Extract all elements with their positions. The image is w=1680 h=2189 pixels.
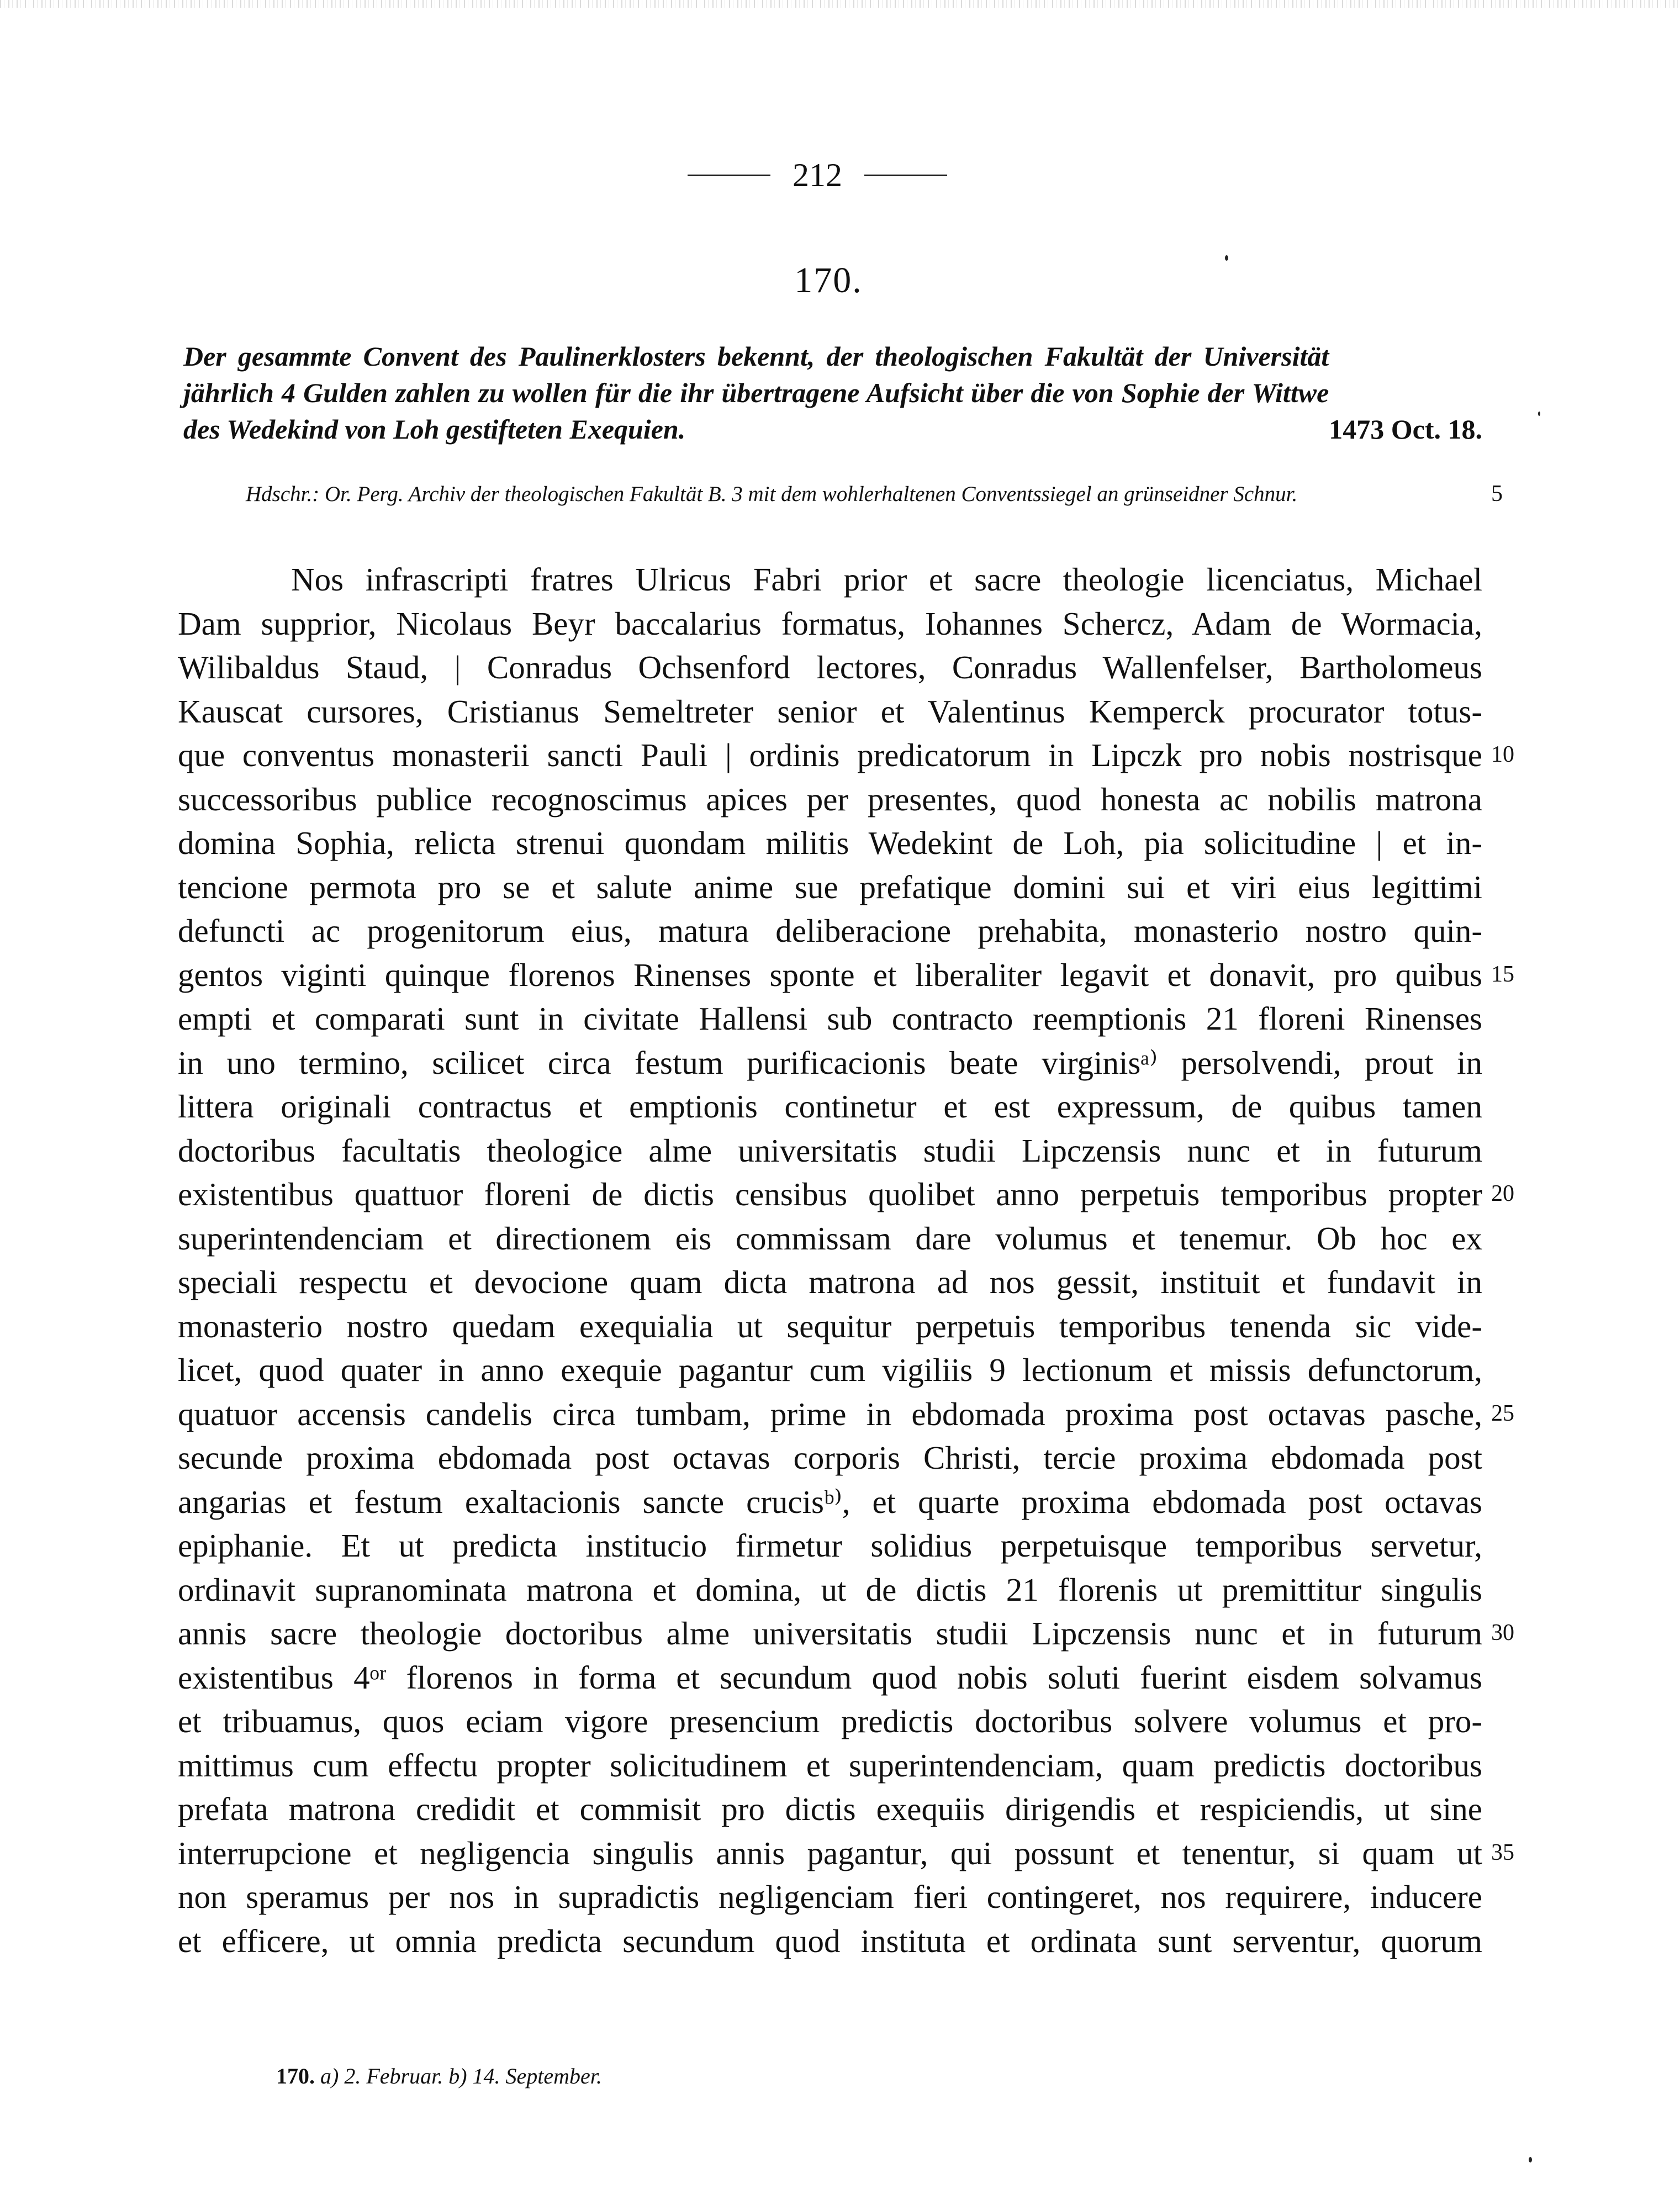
body-line: quatuor accensis candelis circa tumbam, prime in ebdomada proxima post octavas pasche, xyxy=(178,1395,1482,1432)
summary-text: Der gesammte Convent des Paulinerklosters bekennt, der theologischen Fakultät der Universität jährlich 4 Gulden zahlen zu wollen für die ihr übertragene Aufsicht über die von Sophie der Wittwe des Wedekind von Loh gestifteten Exequien. xyxy=(183,341,1329,445)
body-line: licet, quod quater in anno exequie pagantur cum vigiliis 9 lectionum et missis defunctorum, xyxy=(178,1352,1482,1388)
body-line: non speramus per nos in supradictis negligenciam fieri contingeret, nos requirere, inducere xyxy=(178,1879,1482,1915)
body-line: tencione permota pro se et salute anime sue prefatique domini sui et viri eius legittimi xyxy=(178,868,1482,905)
line-number: 15 xyxy=(1491,961,1514,987)
document-date: 1473 Oct. 18. xyxy=(1329,414,1482,445)
body-line: Dam supprior, Nicolaus Beyr baccalarius formatus, Iohannes Schercz, Adam de Wormacia, xyxy=(178,605,1482,642)
line-number: 20 xyxy=(1491,1181,1514,1206)
body-line: domina Sophia, relicta strenui quondam militis Wedekint de Loh, pia solicitudine | et in- xyxy=(178,825,1482,861)
body-text xyxy=(178,558,1482,1963)
body-line: interrupcione et negligencia singulis annis pagantur, qui possunt et tenentur, si quam ut xyxy=(178,1834,1482,1871)
running-head-dash-left xyxy=(688,175,770,176)
line-number: 25 xyxy=(1491,1400,1514,1426)
body-line: littera originali contractus et emptionis continetur et est expressum, de quibus tamen xyxy=(178,1088,1482,1125)
body-line: existentibus 4ᵒʳ florenos in forma et secundum quod nobis soluti fuerint eisdem solvamus xyxy=(178,1659,1482,1696)
body-line: successoribus publice recognoscimus apices per presentes, quod honesta ac nobilis matrona xyxy=(178,780,1482,817)
body-line: defuncti ac progenitorum eius, matura deliberacione prehabita, monasterio nostro quin- xyxy=(178,912,1482,949)
body-line: mittimus cum effectu propter solicitudinem et superintendenciam, quam predictis doctoribus xyxy=(178,1747,1482,1784)
source-line-number: 5 xyxy=(1491,481,1503,507)
body-line: doctoribus facultatis theologice alme universitatis studii Lipczensis nunc et in futurum xyxy=(178,1132,1482,1169)
body-line: gentos viginti quinque florenos Rinenses sponte et liberaliter legavit et donavit, pro quibus xyxy=(178,956,1482,993)
scan-edge-noise xyxy=(0,0,1680,8)
line-number: 10 xyxy=(1491,742,1514,767)
source-note: Hdschr.: Or. Perg. Archiv der theologischen Fakultät B. 3 mit dem wohlerhaltenen Conventssiegel an grünseidner Schnur. xyxy=(246,482,1298,506)
body-line: que conventus monasterii sancti Pauli | ordinis predicatorum in Lipczk pro nobis nostrisque xyxy=(178,737,1482,773)
body-line: Kauscat cursores, Cristianus Semeltreter senior et Valentinus Kemperck procurator totus- xyxy=(178,693,1482,730)
footnote-text: a) 2. Februar. b) 14. September. xyxy=(320,2064,602,2088)
scan-speck xyxy=(1225,255,1228,261)
scan-speck xyxy=(1538,412,1540,416)
line-number: 35 xyxy=(1491,1839,1514,1865)
body-line: in uno termino, scilicet circa festum purificacionis beate virginisᵃ⁾ persolvendi, prout in xyxy=(178,1044,1482,1081)
running-head-dash-right xyxy=(864,175,947,176)
body-line: et efficere, ut omnia predicta secundum quod instituta et ordinata sunt serventur, quorum xyxy=(178,1922,1482,1959)
body-line: angarias et festum exaltacionis sancte crucisᵇ⁾, et quarte proxima ebdomada post octavas xyxy=(178,1483,1482,1520)
body-line: et tribuamus, quos eciam vigore presencium predictis doctoribus solvere volumus et pro- xyxy=(178,1703,1482,1739)
scan-speck xyxy=(1529,2157,1532,2162)
body-line: epiphanie. Et ut predicta institucio firmetur solidius perpetuisque temporibus servetur, xyxy=(178,1527,1482,1564)
body-line: Nos infrascripti fratres Ulricus Fabri prior et sacre theologie licenciatus, Michael xyxy=(291,561,1482,598)
body-line: superintendenciam et directionem eis commissam dare volumus et tenemur. Ob hoc ex xyxy=(178,1220,1482,1257)
body-line: existentibus quattuor floreni de dictis censibus quolibet anno perpetuis temporibus propter xyxy=(178,1176,1482,1212)
body-line: secunde proxima ebdomada post octavas corporis Christi, tercie proxima ebdomada post xyxy=(178,1439,1482,1476)
document-number: 170. xyxy=(794,260,863,300)
line-number: 30 xyxy=(1491,1620,1514,1645)
footnote-number: 170. xyxy=(276,2064,315,2088)
footnote xyxy=(276,2063,602,2089)
body-line: ordinavit supranominata matrona et domina, ut de dictis 21 florenis ut premittitur singulis xyxy=(178,1571,1482,1608)
body-line: empti et comparati sunt in civitate Hallensi sub contracto reemptionis 21 floreni Rinenses xyxy=(178,1000,1482,1037)
body-line: monasterio nostro quedam exequialia ut sequitur perpetuis temporibus tenenda sic vide- xyxy=(178,1307,1482,1344)
running-head xyxy=(652,150,983,200)
body-line: prefata matrona credidit et commisit pro dictis exequiis dirigendis et respiciendis, ut sine xyxy=(178,1791,1482,1827)
body-line: annis sacre theologie doctoribus alme universitatis studii Lipczensis nunc et in futurum xyxy=(178,1615,1482,1652)
body-line: Wilibaldus Staud, | Conradus Ochsenford lectores, Conradus Wallenfelser, Bartholomeus xyxy=(178,649,1482,685)
document-summary xyxy=(183,338,1482,447)
body-line: speciali respectu et devocione quam dicta matrona ad nos gessit, instituit et fundavit in xyxy=(178,1264,1482,1300)
page-number: 212 xyxy=(793,156,842,193)
